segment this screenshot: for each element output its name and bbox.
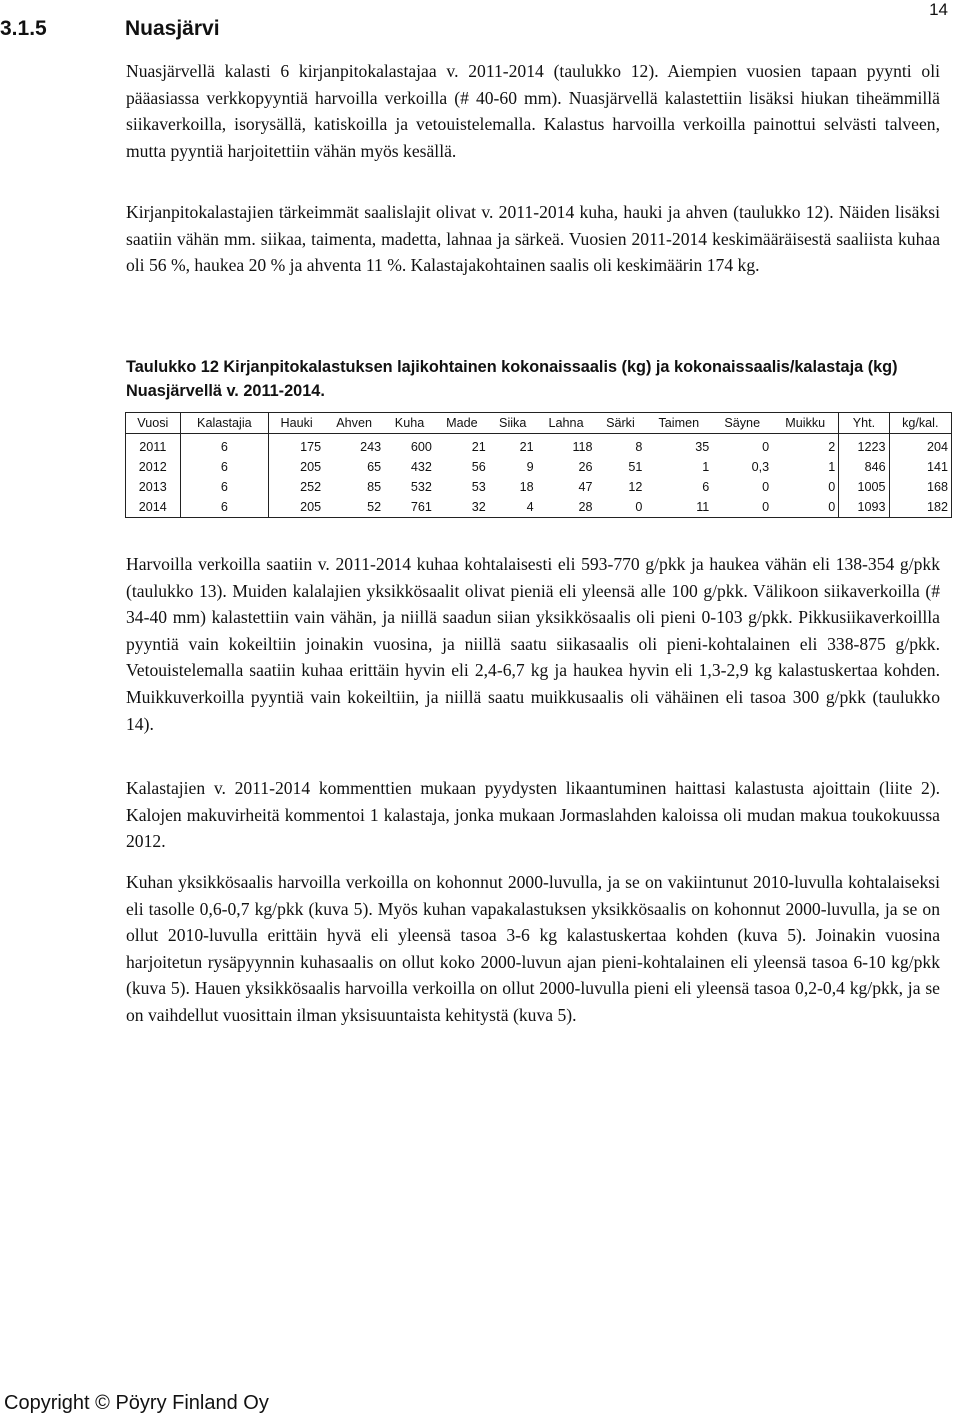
cell-sarki: 8 — [635, 440, 643, 454]
cell-lahna: 26 — [578, 460, 593, 474]
cell-muikku: 2 — [772, 434, 839, 458]
cell-ahven: 85 — [367, 480, 382, 494]
cell-muikku: 1 — [772, 457, 839, 477]
cell-kgkal: 141 — [889, 457, 951, 477]
col-header-sayne: Säyne — [712, 413, 772, 434]
table-row — [126, 434, 952, 458]
cell-vuosi: 2012 — [126, 457, 181, 477]
catch-table — [125, 412, 952, 518]
section-number: 3.1.5 — [0, 17, 47, 40]
paragraph-species: Kirjanpitokalastajien tärkeimmät saalislajit olivat v. 2011-2014 kuha, hauki ja ahven (taulukko 12). Näiden lisäksi saatiin vähän mm. siikaa, taimenta, madetta, lahnaa ja särkeä. Vuosien 2011-2014 keskimääräisestä saaliista kuhaa oli 56 %, haukea 20 % ja ahventa 11 %. Kalastajakohtainen saalis oli keskimäärin 174 kg. — [126, 202, 940, 276]
table-row — [126, 457, 952, 477]
cell-lahna: 118 — [572, 440, 593, 454]
section-title: Nuasjärvi — [125, 17, 220, 40]
cell-vuosi: 2014 — [126, 497, 181, 518]
col-header-hauki: Hauki — [269, 413, 325, 434]
col-header-made: Made — [435, 413, 489, 434]
cell-taimen: 1 — [702, 460, 710, 474]
table-row — [126, 497, 952, 518]
cell-muikku: 0 — [772, 477, 839, 497]
col-header-vuosi: Vuosi — [126, 413, 181, 434]
cell-kgkal: 182 — [889, 497, 951, 518]
section-heading — [0, 17, 220, 41]
cell-hauki: 205 — [269, 497, 325, 518]
cell-sayne: 0 — [712, 497, 772, 518]
col-header-muikku: Muikku — [772, 413, 839, 434]
cell-kalastajia: 6 — [180, 497, 268, 518]
cell-kalastajia: 6 — [180, 477, 268, 497]
paragraph-trends: Kuhan yksikkösaalis harvoilla verkoilla on kohonnut 2000-luvulla, ja se on vakiintunut 2010-luvulla kohtalaiseksi eli tasolle 0,6-0,7 kg/pkk (kuva 5). Myös kuhan vapakalastuksen yksikkösaalis on kohonnut 2000-luvulla, ja se on ollut 2010-luvulla erittäin hyvä eli yleensä tasoa 3-6 kg kalastuskertaa kohden (kuva 5). Joinakin vuosina harjoitetun rysäpyynnin kuhasaalis on ollut koko 2000-luvun ajan pieni-kohtalainen eli yleensä tasoa 6-10 kg/pkk (kuva 5). Hauen yksikkösaalis harvoilla verkoilla on ollut 2000-luvulla pieni eli yleensä tasoa 0,2-0,4 kg/pkk, ja se on vaihdellut vuosittain ilman yksisuuntaista kehitystä (kuva 5). — [126, 872, 940, 1025]
col-header-siika: Siika — [489, 413, 537, 434]
cell-ahven: 243 — [360, 440, 382, 454]
cell-lahna: 28 — [537, 497, 596, 518]
col-header-sarki: Särki — [596, 413, 646, 434]
cell-hauki: 252 — [300, 480, 322, 494]
cell-kgkal: 204 — [889, 434, 951, 458]
cell-sayne: 0 — [762, 480, 770, 494]
cell-kalastajia: 6 — [180, 434, 268, 458]
cell-ahven: 65 — [367, 460, 382, 474]
cell-yht: 1005 — [839, 477, 889, 497]
cell-sayne: 0,3 — [751, 460, 770, 474]
cell-kuha: 761 — [384, 497, 435, 518]
cell-taimen: 6 — [702, 480, 710, 494]
cell-hauki: 205 — [300, 460, 322, 474]
cell-made: 56 — [471, 460, 486, 474]
cell-taimen: 35 — [695, 440, 710, 454]
cell-siika: 18 — [519, 480, 534, 494]
col-header-yht: Yht. — [839, 413, 889, 434]
col-header-kalastajia: Kalastajia — [180, 413, 268, 434]
col-header-taimen: Taimen — [645, 413, 712, 434]
cell-sarki: 0 — [596, 497, 646, 518]
cell-siika: 9 — [526, 460, 534, 474]
cell-yht: 1093 — [839, 497, 889, 518]
page-number: 14 — [929, 0, 948, 19]
cell-made: 21 — [471, 440, 486, 454]
cell-kuha: 432 — [410, 460, 432, 474]
cell-made: 32 — [435, 497, 489, 518]
cell-siika: 4 — [489, 497, 537, 518]
copyright-footer: Copyright © Pöyry Finland Oy — [4, 1392, 269, 1414]
col-header-kgkal: kg/kal. — [889, 413, 951, 434]
cell-kuha: 532 — [410, 480, 432, 494]
table-caption: Taulukko 12 Kirjanpitokalastuksen lajikohtainen kokonaissaalis (kg) ja kokonaissaalis/kalastaja (kg) Nuasjärvellä v. 2011-2014. — [126, 358, 898, 400]
cell-hauki: 175 — [300, 440, 322, 454]
cell-kgkal: 168 — [889, 477, 951, 497]
cell-taimen: 11 — [645, 497, 712, 518]
col-header-lahna: Lahna — [537, 413, 596, 434]
paragraph-intro: Nuasjärvellä kalasti 6 kirjanpitokalastajaa v. 2011-2014 (taulukko 12). Aiempien vuosien tapaan pyynti oli pääasiassa verkkopyyntiä harvoilla verkoilla (# 40-60 mm). Nuasjärvellä kalastettiin lisäksi hiukan tiheämmillä siikaverkoilla, isorysällä, katiskoilla ja vetouistelemalla. Kalastus harvoilla verkoilla painottui selvästi talveen, mutta pyyntiä harjoitettiin vähän myös kesällä. — [126, 61, 940, 161]
paragraph-comments: Kalastajien v. 2011-2014 kommenttien mukaan pyydysten likaantuminen haittasi kalastusta ajoittain (liite 2). Kalojen makuvirheitä kommentoi 1 kalastaja, jonka mukaan Jormaslahden kaloissa oli mudan makua toukokuussa 2012. — [126, 778, 940, 852]
cell-ahven: 52 — [324, 497, 384, 518]
cell-muikku: 0 — [772, 497, 839, 518]
cell-kuha: 600 — [410, 440, 432, 454]
table-header-row — [126, 413, 952, 434]
cell-yht: 846 — [839, 457, 889, 477]
paragraph-unit-catches: Harvoilla verkoilla saatiin v. 2011-2014 kuhaa kohtalaisesti eli 593-770 g/pkk ja haukea vähän eli 138-354 g/pkk (taulukko 13). Muiden kalalajien yksikkösaalit olivat pieniä eli yleensä alle 100 g/pkk. Välikoon siikaverkoilla (# 34-40 mm) kalastettiin vain vähän, ja niillä saadun siian yksikkösaalis oli pieni 0-103 g/pkk. Pikkusiikaverkoillla pyyntiä vain kokeiltiin joinakin vuosina, ja niillä saatu siikasaalis oli pieni-kohtalainen eli 338-875 g/pkk. Vetouistelemalla saatiin kuhaa erittäin hyvin eli 2,4-6,7 kg ja haukea hyvin eli 1,3-2,9 kg kalastuskertaa kohden. Muikkuverkoilla pyyntiä vain kokeiltiin, ja niillä saatu muikkusaalis oli vähäinen eli tasoa 300 g/pkk (taulukko 14). — [126, 554, 940, 734]
cell-vuosi: 2013 — [126, 477, 181, 497]
cell-made: 53 — [471, 480, 486, 494]
cell-sayne: 0 — [762, 440, 770, 454]
cell-yht: 1223 — [839, 434, 889, 458]
cell-vuosi: 2011 — [126, 434, 181, 458]
cell-sarki: 12 — [628, 480, 643, 494]
cell-sarki: 51 — [628, 460, 643, 474]
cell-siika: 21 — [519, 440, 534, 454]
col-header-ahven: Ahven — [324, 413, 384, 434]
cell-lahna: 47 — [578, 480, 593, 494]
col-header-kuha: Kuha — [384, 413, 435, 434]
cell-kalastajia: 6 — [180, 457, 268, 477]
table-row — [126, 477, 952, 497]
